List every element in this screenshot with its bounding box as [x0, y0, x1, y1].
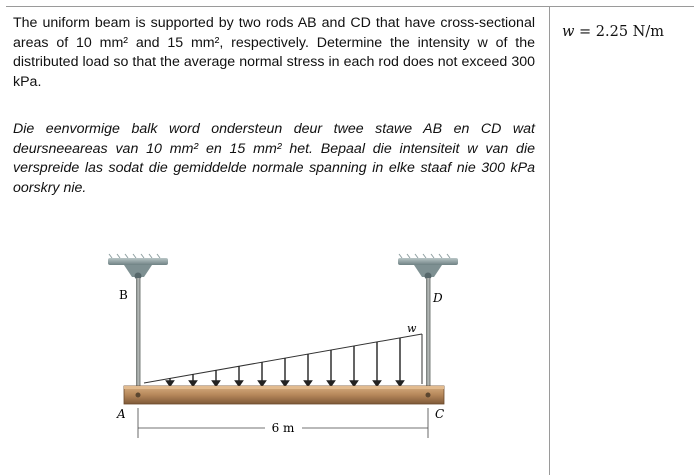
load-arrow	[190, 381, 197, 386]
rod-cd	[426, 278, 431, 386]
load-arrow	[236, 381, 243, 386]
label-w: w	[407, 322, 417, 335]
load-line	[144, 334, 422, 383]
pin-c	[426, 393, 431, 398]
load-arrows	[167, 338, 404, 386]
load-arrow	[282, 381, 289, 386]
pin-a	[136, 393, 141, 398]
dimension-label: 6 m	[271, 421, 295, 435]
answer-variable: w	[562, 24, 575, 40]
rod-ab	[136, 278, 141, 386]
load-arrow	[397, 381, 404, 386]
load-arrow	[374, 381, 381, 386]
load-arrow	[351, 381, 358, 386]
answer-value: = 2.25 N/m	[574, 24, 665, 40]
load-arrow	[305, 381, 312, 386]
support-left	[108, 254, 168, 280]
load-arrow	[167, 381, 174, 386]
load-arrow	[328, 381, 335, 386]
column-divider	[549, 6, 550, 475]
beam-diagram	[100, 250, 480, 472]
label-b: B	[119, 288, 128, 302]
load-arrow	[259, 381, 266, 386]
load-arrow	[213, 381, 220, 386]
label-d: D	[433, 291, 443, 305]
problem-statement-english: The uniform beam is supported by two rods AB and CD that have cross-sectional areas of 10 mm² and 15 mm², respectively. Determine the intensity w of the distributed load so that the average normal stress in each rod does not exceed 300 kPa.	[13, 15, 535, 90]
beam	[124, 386, 444, 404]
problem-statement-afrikaans: Die eenvormige balk word ondersteun deur twee stawe AB en CD wat deursneeareas van 10 mm² en 15 mm² het. Bepaal die intensiteit w van die verspreide las sodat die gemiddelde normale spanning in elke staaf nie 300 kPa oorskry nie.	[13, 121, 535, 196]
answer-text	[562, 24, 664, 40]
beam-figure	[100, 250, 480, 472]
support-right	[398, 254, 458, 280]
label-a: A	[117, 407, 126, 421]
label-c: C	[435, 407, 445, 421]
